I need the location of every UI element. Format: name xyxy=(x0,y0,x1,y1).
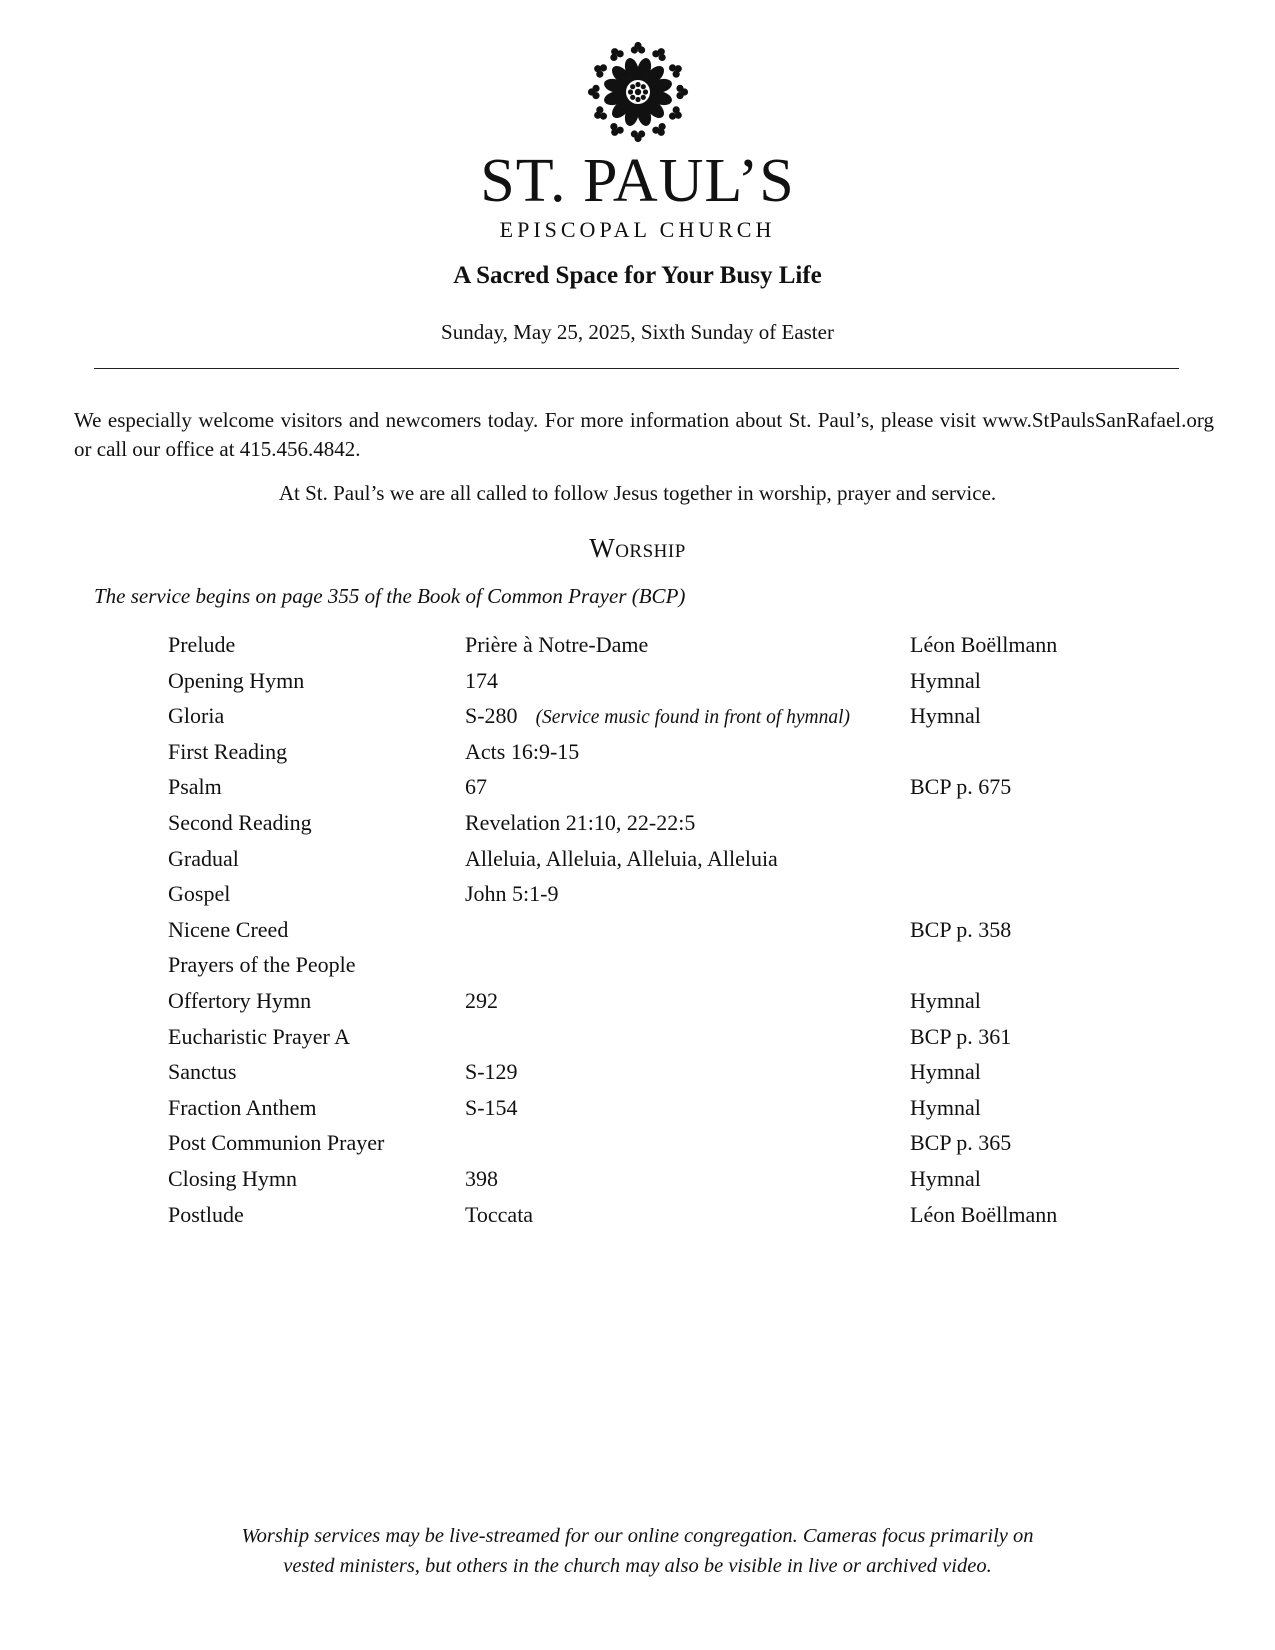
service-item xyxy=(465,810,695,836)
service-part: Fraction Anthem xyxy=(168,1094,317,1120)
service-reference: BCP p. 365 xyxy=(910,1130,1012,1156)
service-item-note: (Service music found in front of hymnal) xyxy=(535,707,851,729)
service-item xyxy=(465,846,778,872)
service-item xyxy=(465,881,559,907)
service-part: Gloria xyxy=(168,703,225,729)
org-subtitle: EPISCOPAL CHURCH xyxy=(499,217,776,242)
service-part: Gradual xyxy=(168,845,239,871)
service-part: Second Reading xyxy=(168,809,312,835)
worship-heading: Worship xyxy=(589,533,686,563)
tagline: A Sacred Space for Your Busy Life xyxy=(453,262,822,289)
service-reference: BCP p. 361 xyxy=(910,1023,1012,1049)
service-part: Offertory Hymn xyxy=(168,987,312,1013)
service-reference: Léon Boëllmann xyxy=(910,1201,1058,1227)
livestream-notice xyxy=(0,1521,1275,1581)
service-part: Gospel xyxy=(168,881,231,907)
service-part: Postlude xyxy=(168,1201,244,1227)
service-part: Closing Hymn xyxy=(168,1165,297,1191)
service-row xyxy=(168,988,1128,1024)
service-part: Nicene Creed xyxy=(168,916,289,942)
service-item-text: S-154 xyxy=(465,1094,518,1120)
service-part: Psalm xyxy=(168,774,222,800)
service-part: Prelude xyxy=(168,632,236,657)
service-item-text: Prière à Notre-Dame xyxy=(465,632,649,657)
service-reference: BCP p. 675 xyxy=(910,774,1012,800)
service-part: Prayers of the People xyxy=(168,952,356,978)
service-row xyxy=(168,1095,1128,1131)
service-reference: Hymnal xyxy=(910,987,981,1013)
service-item-text: Revelation 21:10, 22-22:5 xyxy=(465,809,696,835)
service-item-text: 398 xyxy=(465,1165,498,1191)
service-item xyxy=(465,703,850,729)
service-row xyxy=(168,1024,1128,1060)
service-reference: Hymnal xyxy=(910,1165,981,1191)
service-item xyxy=(465,668,498,694)
service-item xyxy=(465,988,498,1014)
service-item-text: 292 xyxy=(465,987,498,1013)
service-row xyxy=(168,1130,1128,1166)
service-item xyxy=(465,632,648,658)
service-date: Sunday, May 25, 2025, Sixth Sunday of Easter xyxy=(441,320,834,344)
service-row xyxy=(168,632,1128,668)
service-part: Post Communion Prayer xyxy=(168,1130,385,1156)
divider xyxy=(94,368,1179,369)
service-row xyxy=(168,1059,1128,1095)
service-row xyxy=(168,1202,1128,1238)
service-item-text: Alleluia, Alleluia, Alleluia, Alleluia xyxy=(465,845,778,871)
mission-statement: At St. Paul’s we are all called to follow Jesus together in worship, prayer and service. xyxy=(278,481,997,505)
service-item xyxy=(465,774,487,800)
livestream-notice-line: vested ministers, but others in the church may also be visible in live or archived video. xyxy=(283,1555,992,1577)
service-item-text: S-280 xyxy=(465,703,518,729)
service-note: The service begins on page 355 of the Book of Common Prayer (BCP) xyxy=(94,584,686,608)
service-reference: BCP p. 358 xyxy=(910,916,1012,942)
service-part: First Reading xyxy=(168,738,288,764)
service-item-text: Acts 16:9-15 xyxy=(465,738,580,764)
service-item-text: Toccata xyxy=(465,1201,534,1227)
service-row xyxy=(168,952,1128,988)
service-item xyxy=(465,1059,518,1085)
service-item xyxy=(465,1202,533,1228)
service-row xyxy=(168,739,1128,775)
service-item xyxy=(465,1166,498,1192)
order-of-service xyxy=(168,632,1128,1237)
service-reference: Hymnal xyxy=(910,703,981,729)
rose-window-icon xyxy=(583,40,693,144)
service-row xyxy=(168,881,1128,917)
service-item-text: 67 xyxy=(465,774,487,800)
service-part: Opening Hymn xyxy=(168,667,305,693)
service-part: Eucharistic Prayer A xyxy=(168,1023,351,1049)
service-item xyxy=(465,1095,518,1121)
service-row xyxy=(168,1166,1128,1202)
livestream-notice-line: Worship services may be live-streamed for our online congregation. Cameras focus primarily on xyxy=(241,1525,1034,1547)
service-item xyxy=(465,739,579,765)
service-row xyxy=(168,774,1128,810)
service-row xyxy=(168,668,1128,704)
org-name: ST. PAUL’S xyxy=(480,147,795,215)
service-reference: Hymnal xyxy=(910,667,981,693)
service-row xyxy=(168,846,1128,882)
service-reference: Hymnal xyxy=(910,1094,981,1120)
service-item-text: 174 xyxy=(465,667,498,693)
service-row xyxy=(168,703,1128,739)
welcome-paragraph: We especially welcome visitors and newcomers today. For more information about St. Paul’s, please visit www.StPaulsSanRafael.org or call our office at 415.456.4842. xyxy=(74,408,1214,461)
service-row xyxy=(168,917,1128,953)
service-item-text: S-129 xyxy=(465,1059,518,1085)
service-row xyxy=(168,810,1128,846)
service-reference: Hymnal xyxy=(910,1059,981,1085)
service-reference: Léon Boëllmann xyxy=(910,632,1058,657)
service-item-text: John 5:1-9 xyxy=(465,881,559,907)
service-part: Sanctus xyxy=(168,1059,237,1085)
